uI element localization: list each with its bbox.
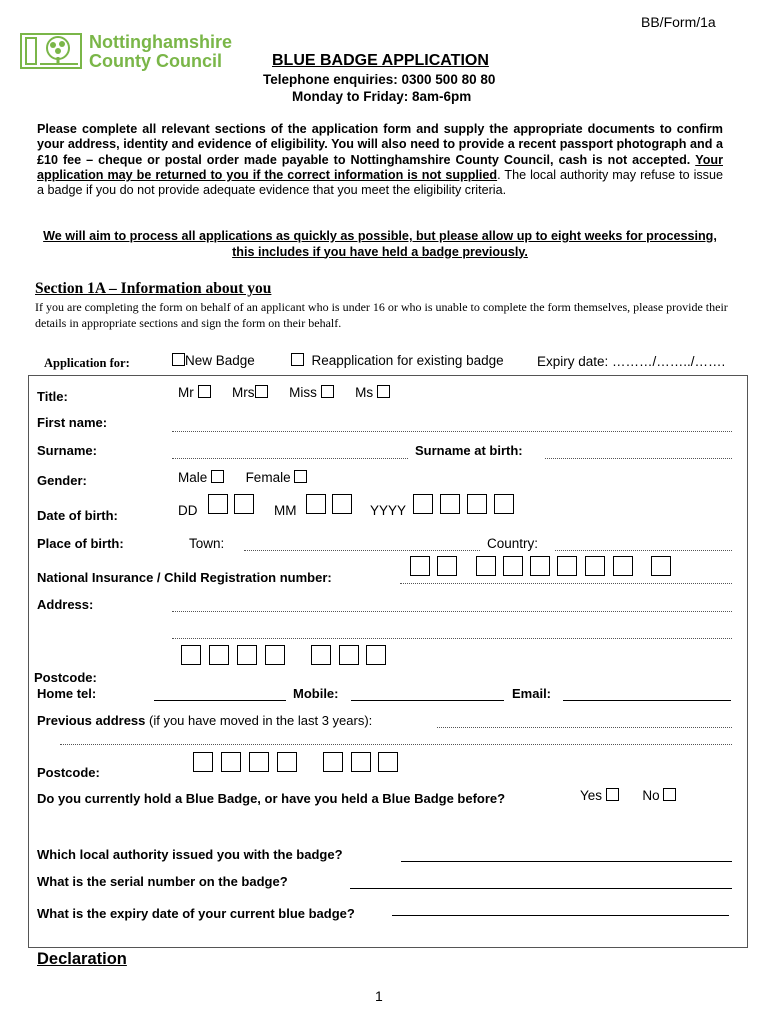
section-1a-box (28, 375, 748, 948)
postcode-box-6[interactable] (339, 645, 359, 665)
issuing-authority-input[interactable] (401, 861, 732, 862)
place-of-birth-label: Place of birth: (37, 536, 124, 551)
intro-warning-text: Your application may be returned to you if the correct information is not supplied (37, 152, 723, 182)
postcode-box-3[interactable] (237, 645, 257, 665)
ni-box-5[interactable] (530, 556, 550, 576)
country-label: Country: (487, 536, 539, 551)
postcode-box-7[interactable] (366, 645, 386, 665)
council-name-line2: County Council (89, 51, 222, 71)
prev-postcode-box-6[interactable] (351, 752, 371, 772)
address-line-1-input[interactable] (172, 611, 732, 612)
gender-male-checkbox[interactable] (211, 470, 224, 483)
gender-female-label: Female (245, 470, 291, 485)
title-ms-checkbox[interactable] (377, 385, 390, 398)
address-label: Address: (37, 597, 94, 612)
gender-female-checkbox[interactable] (294, 470, 307, 483)
town-label: Town: (189, 536, 225, 551)
gender-options (178, 470, 307, 485)
title-mrs-label: Mrs (232, 385, 255, 400)
surname-at-birth-input[interactable] (545, 458, 732, 459)
serial-number-label: What is the serial number on the badge? (37, 874, 288, 889)
address-line-2-input[interactable] (172, 638, 732, 639)
telephone-enquiries: Telephone enquiries: 0300 500 80 80 (263, 72, 496, 87)
ni-box-1[interactable] (410, 556, 430, 576)
current-expiry-input[interactable] (392, 915, 729, 916)
email-input[interactable] (563, 700, 731, 701)
ni-box-8[interactable] (613, 556, 633, 576)
title-mrs-checkbox[interactable] (255, 385, 268, 398)
dob-month-box-2[interactable] (332, 494, 352, 514)
postcode-label: Postcode: (34, 670, 97, 685)
postcode-box-5[interactable] (311, 645, 331, 665)
new-badge-label: New Badge (185, 353, 255, 368)
held-badge-options (580, 788, 676, 803)
opening-hours: Monday to Friday: 8am-6pm (292, 89, 472, 104)
previous-address-line-2-input[interactable] (60, 744, 732, 745)
prev-postcode-box-7[interactable] (378, 752, 398, 772)
intro-rest-text: . The local authority may refuse to issue a badge if you do not provide adequate evidence that you meet the eligibility criteria. (37, 167, 723, 198)
declaration-heading: Declaration (37, 950, 127, 968)
prev-postcode-box-4[interactable] (277, 752, 297, 772)
held-badge-no-label: No (642, 788, 660, 803)
intro-paragraph (37, 122, 723, 198)
dob-mm-label: MM (274, 503, 297, 518)
section-heading: Section 1A – Information about you (35, 280, 272, 297)
ni-box-9[interactable] (651, 556, 671, 576)
first-name-label: First name: (37, 415, 108, 430)
page-title: BLUE BADGE APPLICATION (272, 52, 489, 69)
dob-year-box-1[interactable] (413, 494, 433, 514)
new-badge-option[interactable] (172, 353, 255, 368)
council-crest-icon (20, 33, 82, 69)
form-reference: BB/Form/1a (641, 14, 716, 30)
mobile-label: Mobile: (293, 686, 339, 701)
new-badge-checkbox[interactable] (172, 353, 185, 366)
current-expiry-label: What is the expiry date of your current blue badge? (37, 906, 355, 921)
section-note: If you are completing the form on behalf of an applicant who is under 16 or who is unable to complete the form themselves, please provide their details in appropriate sections and sign the form on their behalf. (35, 300, 728, 330)
council-name-line1: Nottinghamshire (89, 32, 233, 52)
title-ms-label: Ms (355, 385, 374, 400)
dob-dd-label: DD (178, 503, 198, 518)
prev-postcode-box-1[interactable] (193, 752, 213, 772)
dob-year-box-2[interactable] (440, 494, 460, 514)
dob-day-box-1[interactable] (208, 494, 228, 514)
prev-postcode-box-2[interactable] (221, 752, 241, 772)
reapplication-label: Reapplication for existing badge (311, 353, 504, 368)
reapplication-checkbox[interactable] (291, 353, 304, 366)
held-badge-no-checkbox[interactable] (663, 788, 676, 801)
ni-box-6[interactable] (557, 556, 577, 576)
title-mr-checkbox[interactable] (198, 385, 211, 398)
ni-box-3[interactable] (476, 556, 496, 576)
gender-male-label: Male (178, 470, 208, 485)
held-badge-yes-label: Yes (580, 788, 603, 803)
held-badge-yes-checkbox[interactable] (606, 788, 619, 801)
previous-address-line-1-input[interactable] (437, 727, 732, 728)
prev-postcode-box-5[interactable] (323, 752, 343, 772)
dob-month-box-1[interactable] (306, 494, 326, 514)
dob-year-box-4[interactable] (494, 494, 514, 514)
date-of-birth-label: Date of birth: (37, 508, 118, 523)
postcode-box-1[interactable] (181, 645, 201, 665)
mobile-input[interactable] (351, 700, 504, 701)
ni-box-4[interactable] (503, 556, 523, 576)
ni-box-2[interactable] (437, 556, 457, 576)
issuing-authority-label: Which local authority issued you with the badge? (37, 847, 343, 862)
intro-bold-text: Please complete all relevant sections of the application form and supply the appropriate documents to confirm your address, identity and evidence of eligibility. You will also need to provide a recent passport photograph and a £10 fee – cheque or postal order made payable to Nottinghamshire County Council, cash is not accepted. (37, 122, 723, 167)
country-input[interactable] (555, 550, 732, 551)
title-miss-checkbox[interactable] (321, 385, 334, 398)
prev-postcode-box-3[interactable] (249, 752, 269, 772)
surname-input[interactable] (172, 458, 408, 459)
ni-underline (400, 583, 732, 584)
postcode-box-4[interactable] (265, 645, 285, 665)
ni-box-7[interactable] (585, 556, 605, 576)
expiry-date-field[interactable]: Expiry date: ………/……../……. (537, 354, 726, 369)
title-options (178, 385, 390, 400)
title-mr-label: Mr (178, 385, 194, 400)
gender-label: Gender: (37, 473, 87, 488)
previous-postcode-label: Postcode: (37, 765, 100, 780)
first-name-input[interactable] (172, 431, 732, 432)
previous-address-label: Previous address (if you have moved in the last 3 years): (37, 713, 373, 728)
ni-number-label: National Insurance / Child Registration number: (37, 570, 332, 585)
held-badge-question: Do you currently hold a Blue Badge, or have you held a Blue Badge before? (37, 791, 506, 806)
title-miss-label: Miss (289, 385, 317, 400)
serial-number-input[interactable] (350, 888, 732, 889)
home-tel-label: Home tel: (37, 686, 97, 701)
application-for-label: Application for: (44, 356, 130, 370)
processing-note: We will aim to process all applications as quickly as possible, but please allow up to eight weeks for processing, this includes if you have held a badge previously. (43, 229, 717, 259)
town-input[interactable] (244, 550, 480, 551)
title-label: Title: (37, 389, 68, 404)
dob-yyyy-label: YYYY (370, 503, 407, 518)
surname-at-birth-label: Surname at birth: (415, 443, 523, 458)
surname-label: Surname: (37, 443, 97, 458)
dob-day-box-2[interactable] (234, 494, 254, 514)
dob-year-box-3[interactable] (467, 494, 487, 514)
email-label: Email: (512, 686, 552, 701)
postcode-box-2[interactable] (209, 645, 229, 665)
page-number: 1 (375, 988, 383, 1004)
reapplication-option[interactable] (291, 353, 504, 368)
council-logo (20, 33, 82, 72)
home-tel-input[interactable] (154, 700, 286, 701)
